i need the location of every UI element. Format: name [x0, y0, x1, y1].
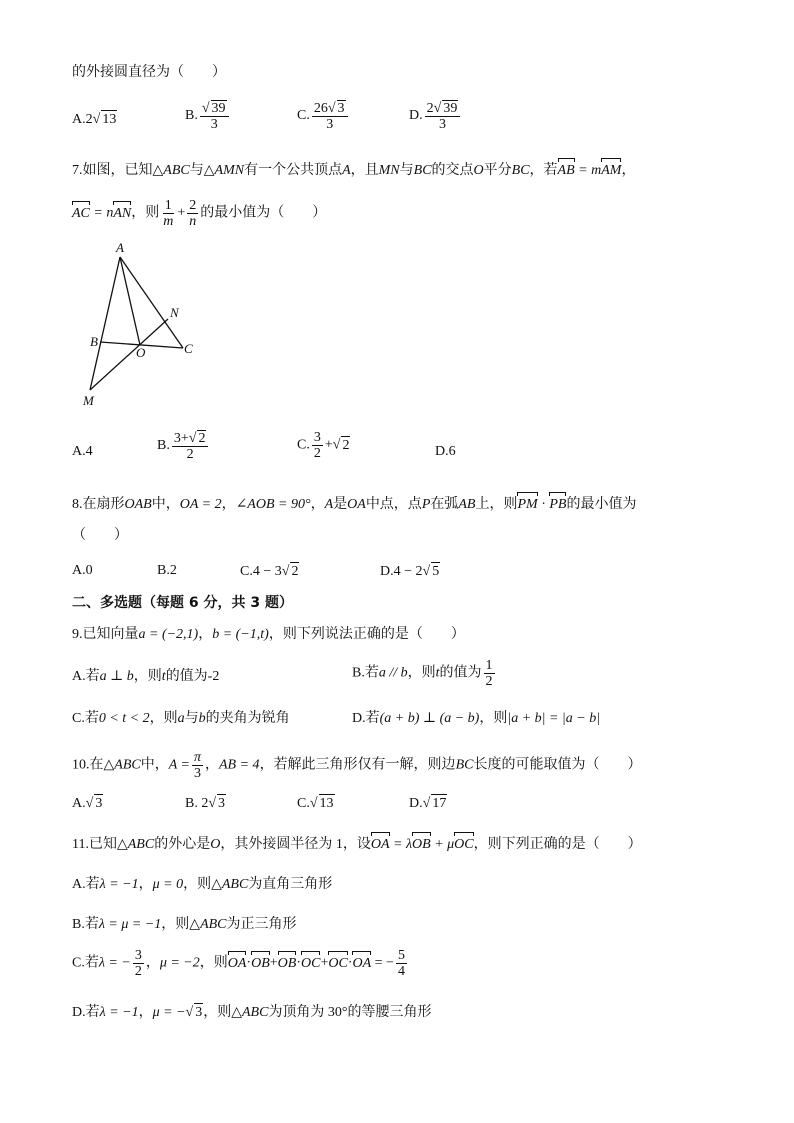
figure-line-ao: [120, 257, 140, 345]
q8-stem-line1: 8.在扇形OAB中，OA = 2，∠AOB = 90°，A是OA中点，点P在弧AB上，则PM · PB的最小值为: [72, 497, 637, 512]
figure-label-n: N: [170, 305, 179, 320]
section-heading-multi-choice: 二、多选题（每题 6 分，共 3 题）: [72, 595, 293, 611]
q6-option-a: A.2√ 13: [72, 112, 117, 127]
figure-label-b: B: [90, 334, 98, 349]
q9-option-a: A.若a ⊥ b，则t的值为-2: [72, 669, 220, 684]
q7-stem-line1: 7.如图，已知△ABC与△AMN有一个公共顶点A，且MN与BC的交点O平分BC，若AB = mAM，: [72, 163, 636, 178]
q10-option-a: A.√ 3: [72, 796, 103, 811]
q11-option-c: C.若λ = − $\frac{3}{2}$ ，μ = −2，则OA·OB+OB·OC+OC·OA = − $\frac{5}{4}$: [72, 948, 405, 979]
figure-line-mn: [90, 319, 168, 390]
q9-option-d: D.若(a + b) ⊥ (a − b)，则|a + b| = |a − b|: [352, 711, 601, 726]
q9-stem: 9.已知向量a = (−2,1)，b = (−1,t)，则下列说法正确的是（ ）: [72, 627, 465, 642]
q6-option-d: D. $\frac{2√ 39}{3}$: [409, 100, 462, 132]
q11-stem: 11.已知△ABC的外心是O，其外接圆半径为 1，设OA = λOB + μOC，则下列正确的是（ ）: [72, 837, 642, 852]
q7-stem-line2: AC = nAN，则 $\frac{1}{m}$ + $\frac{2}{n}$ 的最小值为（ ）: [72, 198, 327, 229]
q10-option-b: B. 2√ 3: [185, 796, 226, 811]
q8-stem-line2: （ ）: [72, 528, 128, 543]
q8-option-a: A.0: [72, 563, 93, 578]
q7-triangle-figure: [78, 235, 208, 410]
q9-option-b: B.若a // b，则t的值为 $\frac{1}{2}$: [352, 658, 493, 689]
q6-option-b: B. $\frac{√ 39}{3}$: [185, 100, 231, 132]
q11-option-a: A.若λ = −1，μ = 0，则△ABC为直角三角形: [72, 877, 333, 892]
q7-option-d: D.6: [435, 444, 456, 459]
q6-stem-tail: 的外接圆直径为（ ）: [72, 65, 226, 80]
q10-option-d: D.√ 17: [409, 796, 447, 811]
q9-option-c: C.若0 < t < 2，则a与b的夹角为锐角: [72, 711, 290, 726]
q8-option-b: B.2: [157, 563, 177, 578]
figure-line-am: [90, 257, 120, 390]
q10-option-c: C.√ 13: [297, 796, 334, 811]
figure-label-o: O: [136, 345, 146, 360]
figure-label-c: C: [184, 341, 193, 356]
q11-option-b: B.若λ = μ = −1，则△ABC为正三角形: [72, 917, 297, 932]
q7-option-b: B. $\frac{3+√ 2}{2}$: [157, 430, 210, 462]
q7-option-c: C. $\frac{3}{2}$ +√ 2: [297, 430, 350, 461]
q8-option-d: D.4 − 2√ 5: [380, 564, 440, 579]
q7-option-a: A.4: [72, 444, 93, 459]
q10-stem: 10.在△ABC中，A = $\frac{\pi}{3}$ ，AB = 4，若解此三角形仅有一解，则边BC长度的可能取值为（ ）: [72, 750, 642, 781]
q8-option-c: C.4 − 3√ 2: [240, 564, 299, 579]
q6-option-c: C. $\frac{26√ 3}{3}$: [297, 100, 350, 132]
q11-option-d: D.若λ = −1，μ = −√ 3，则△ABC为顶角为 30°的等腰三角形: [72, 1005, 432, 1020]
figure-label-a: A: [116, 240, 124, 255]
figure-label-m: M: [83, 393, 94, 408]
